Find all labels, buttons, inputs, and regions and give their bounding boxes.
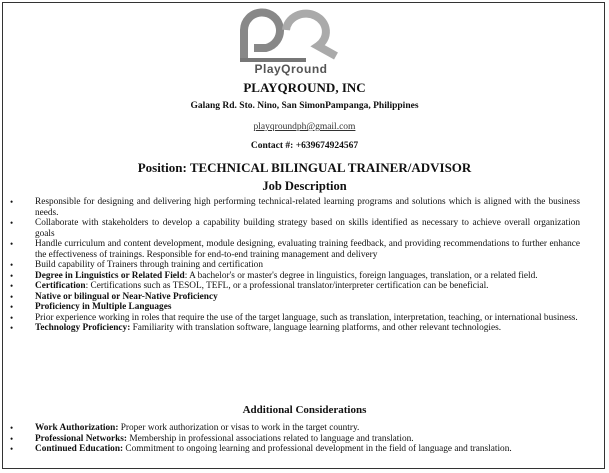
logo-rings-icon	[226, 8, 356, 64]
list-item: • Prior experience working in roles that require the use of the target language, such as translation, interpretation, teaching, or international business.	[0, 313, 580, 324]
email-link[interactable]: playqroundph@gmail.com	[253, 122, 356, 132]
list-item: • Proficiency in Multiple Languages	[0, 302, 580, 313]
list-item: • Handle curriculum and content development, module designing, evaluating training feedback, and providing recommendations to further enhance the effectiveness of trainings. Responsible for end-to-end training management and delivery	[0, 239, 580, 260]
list-item: • Responsible for designing and delivering high performing technical-related learning programs and solutions which is aligned with the business needs.	[0, 197, 580, 218]
company-address: Galang Rd. Sto. Nino, San SimonPampanga, Philippines	[190, 101, 419, 111]
list-item: • Work Authorization: Proper work authorization or visas to work in the target country.	[0, 423, 580, 434]
job-description-heading: Job Description	[262, 179, 347, 193]
duties-list	[0, 197, 580, 334]
list-item: • Continued Education: Commitment to ongoing learning and professional development in the field of language and translation.	[0, 444, 580, 455]
list-item: • Professional Networks: Membership in professional associations related to language and translation.	[0, 434, 580, 445]
company-name: PLAYQROUND, INC	[243, 80, 366, 95]
contact-number: Contact #: +639674924567	[250, 141, 359, 151]
additional-list	[0, 423, 580, 455]
list-item: • Build capability of Trainers through training and certification	[0, 260, 580, 271]
list-item: • Technology Proficiency: Familiarity with translation software, language learning platforms, and other relevant technologies.	[0, 323, 580, 334]
list-item: • Certification: Certifications such as TESOL, TEFL, or a professional translator/interpreter certification can be beneficial.	[0, 281, 580, 292]
position-title: Position: TECHNICAL BILINGUAL TRAINER/ADVISOR	[137, 160, 472, 175]
list-item: • Native or bilingual or Near-Native Proficiency	[0, 292, 580, 303]
logo-wordmark: PlayQround	[254, 62, 328, 76]
company-logo	[226, 8, 356, 74]
list-item: • Degree in Linguistics or Related Field: A bachelor's or master's degree in linguistics, foreign languages, translation, or a related field.	[0, 271, 580, 282]
additional-considerations-heading: Additional Considerations	[242, 404, 367, 416]
list-item: • Collaborate with stakeholders to develop a capability building strategy based on skills identified as necessary to achieve overall organization goals	[0, 218, 580, 239]
